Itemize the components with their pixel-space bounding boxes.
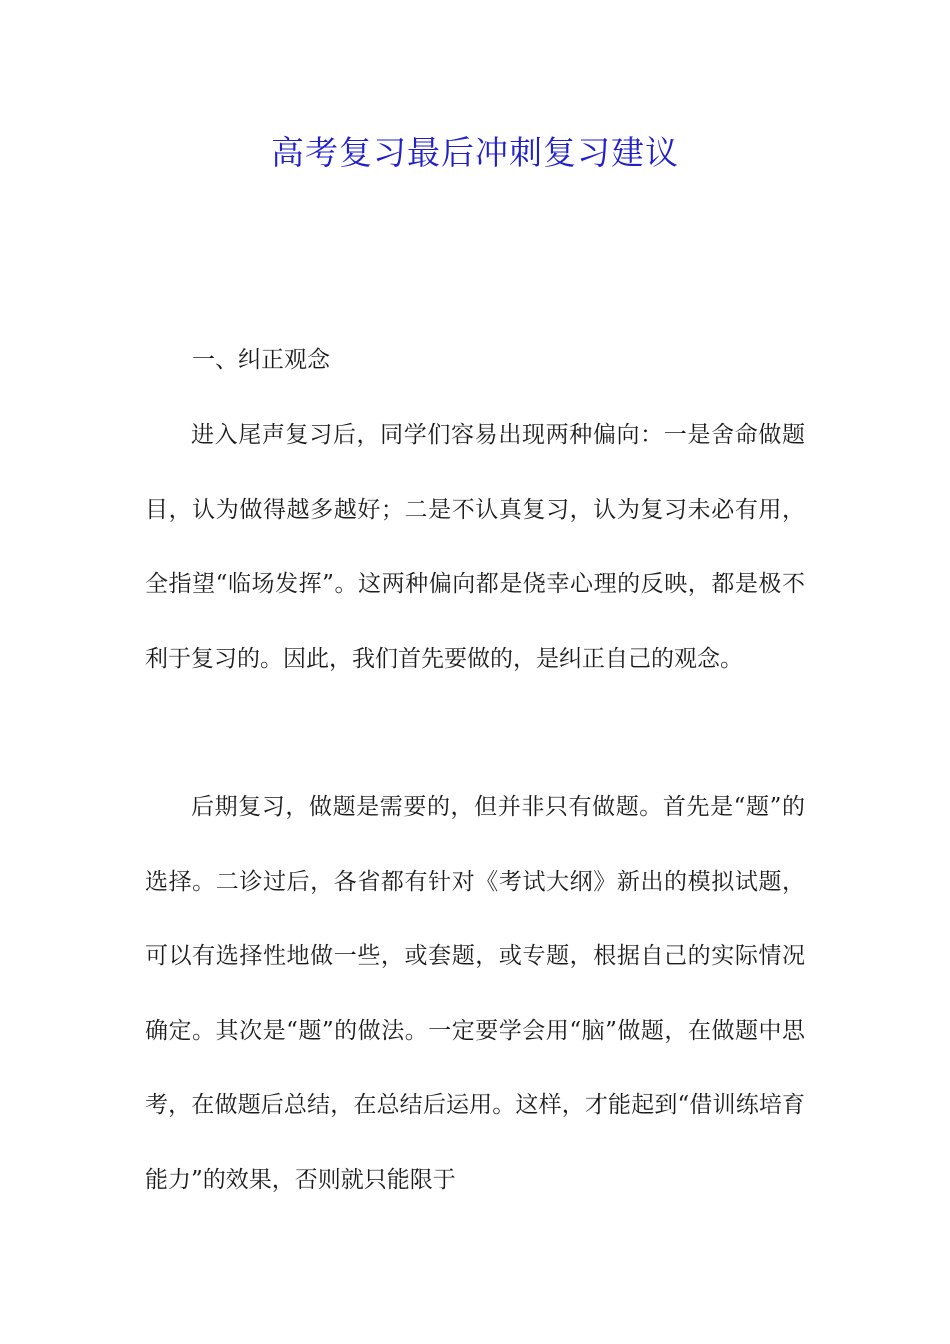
paragraph-1: 进入尾声复习后，同学们容易出现两种偏向：一是舍命做题目，认为做得越多越好；二是不认真复习，认为复习未必有用，全指望“临场发挥”。这两种偏向都是侥幸心理的反映，都是极不利于复习的。因此，我们首先要做的，是纠正自己的观念。 [145, 422, 805, 672]
paragraph-2: 后期复习，做题是需要的，但并非只有做题。首先是“题”的选择。二诊过后，各省都有针对《考试大纲》新出的模拟试题，可以有选择性地做一些，或套题，或专题，根据自己的实际情况确定。其次是“题”的做法。一定要学会用“脑”做题，在做题中思考，在做题后总结，在总结后运用。这样，才能起到“借训练培育能力”的效果，否则就只能限于 [145, 794, 805, 1193]
section-heading: 一、纠正观念 [192, 347, 330, 373]
document-title: 高考复习最后冲刺复习建议 [271, 133, 679, 172]
